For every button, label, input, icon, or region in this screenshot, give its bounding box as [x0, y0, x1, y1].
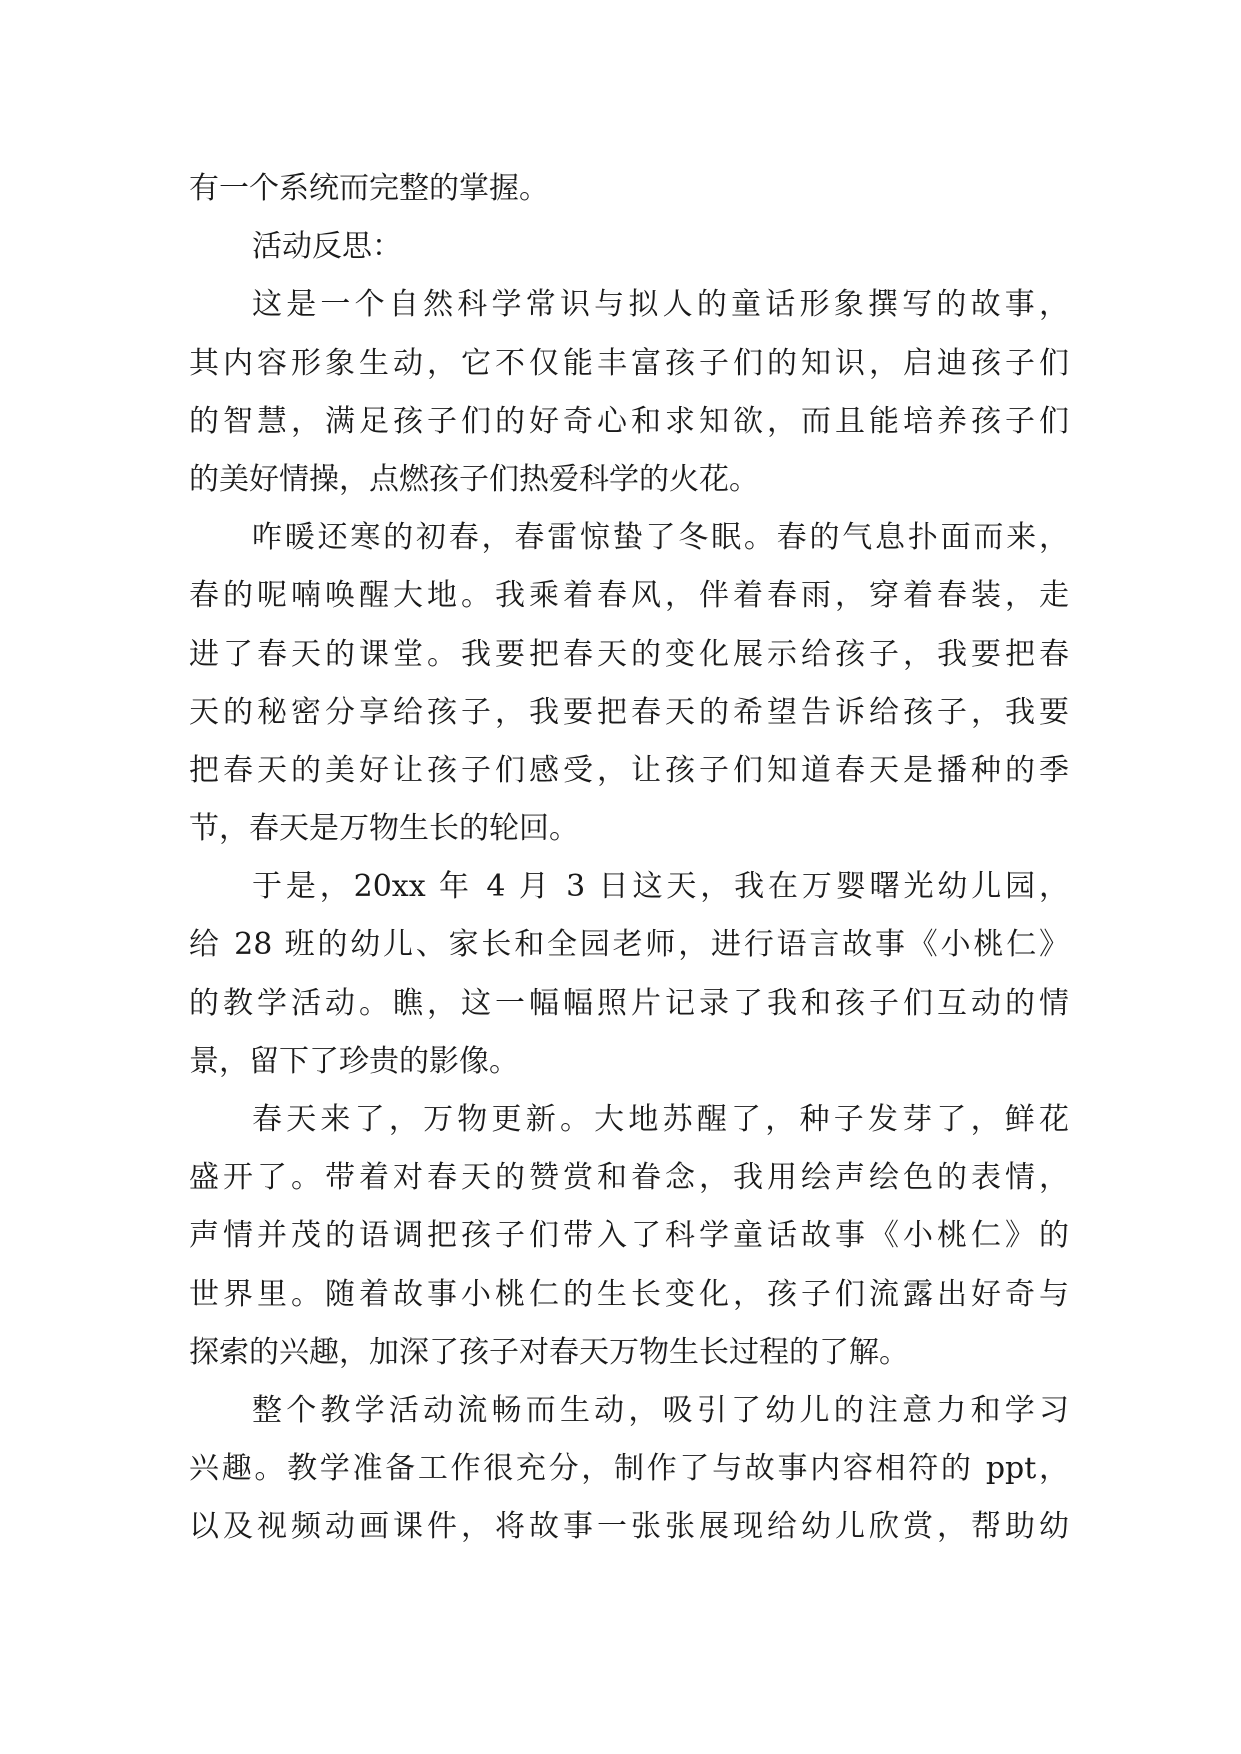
- text-line: 声情并茂的语调把孩子们带入了科学童话故事《小桃仁》的: [189, 1218, 1069, 1254]
- paragraph-first-line: 咋暖还寒的初春，春雷惊蛰了冬眠。春的气息扑面而来，: [252, 520, 1069, 556]
- text-line: 的教学活动。瞧，这一幅幅照片记录了我和孩子们互动的情: [189, 985, 1069, 1021]
- paragraph-first-line: 于是，20xx 年 4 月 3 日这天，我在万婴曙光幼儿园，: [252, 869, 1069, 905]
- text-line: 的智慧，满足孩子们的好奇心和求知欲，而且能培养孩子们: [189, 403, 1069, 439]
- text-line: 天的秘密分享给孩子，我要把春天的希望告诉给孩子，我要: [189, 694, 1069, 730]
- text-line: 探索的兴趣，加深了孩子对春天万物生长过程的了解。: [189, 1334, 909, 1370]
- text-line: 其内容形象生动，它不仅能丰富孩子们的知识，启迪孩子们: [189, 345, 1069, 381]
- text-line: 进了春天的课堂。我要把春天的变化展示给孩子，我要把春: [189, 636, 1069, 672]
- text-line: 把春天的美好让孩子们感受，让孩子们知道春天是播种的季: [189, 752, 1069, 788]
- text-line: 春的呢喃唤醒大地。我乘着春风，伴着春雨，穿着春装，走: [189, 578, 1069, 614]
- paragraph-first-line: 春天来了，万物更新。大地苏醒了，种子发芽了，鲜花: [252, 1102, 1069, 1137]
- paragraph-first-line: 这是一个自然科学常识与拟人的童话形象撰写的故事，: [252, 287, 1069, 323]
- text-line: 节，春天是万物生长的轮回。: [189, 811, 579, 847]
- text-line: 世界里。随着故事小桃仁的生长变化，孩子们流露出好奇与: [189, 1276, 1069, 1312]
- body-text: [189, 160, 1069, 1557]
- text-line: 有一个系统而完整的掌握。: [189, 171, 549, 206]
- text-line: 以及视频动画课件，将故事一张张展现给幼儿欣赏，帮助幼: [189, 1509, 1069, 1545]
- text-line: 盛开了。带着对春天的赞赏和眷念，我用绘声绘色的表情，: [189, 1160, 1069, 1196]
- text-line: 景，留下了珍贵的影像。: [189, 1043, 519, 1079]
- text-line: 的美好情操，点燃孩子们热爱科学的火花。: [189, 461, 759, 497]
- paragraph-first-line: 整个教学活动流畅而生动，吸引了幼儿的注意力和学习: [252, 1392, 1069, 1428]
- text-line: 给 28 班的幼儿、家长和全园老师，进行语言故事《小桃仁》: [189, 927, 1069, 963]
- text-line: 兴趣。教学准备工作很充分，制作了与故事内容相符的 ppt，: [189, 1451, 1069, 1487]
- section-heading: 活动反思：: [252, 229, 402, 265]
